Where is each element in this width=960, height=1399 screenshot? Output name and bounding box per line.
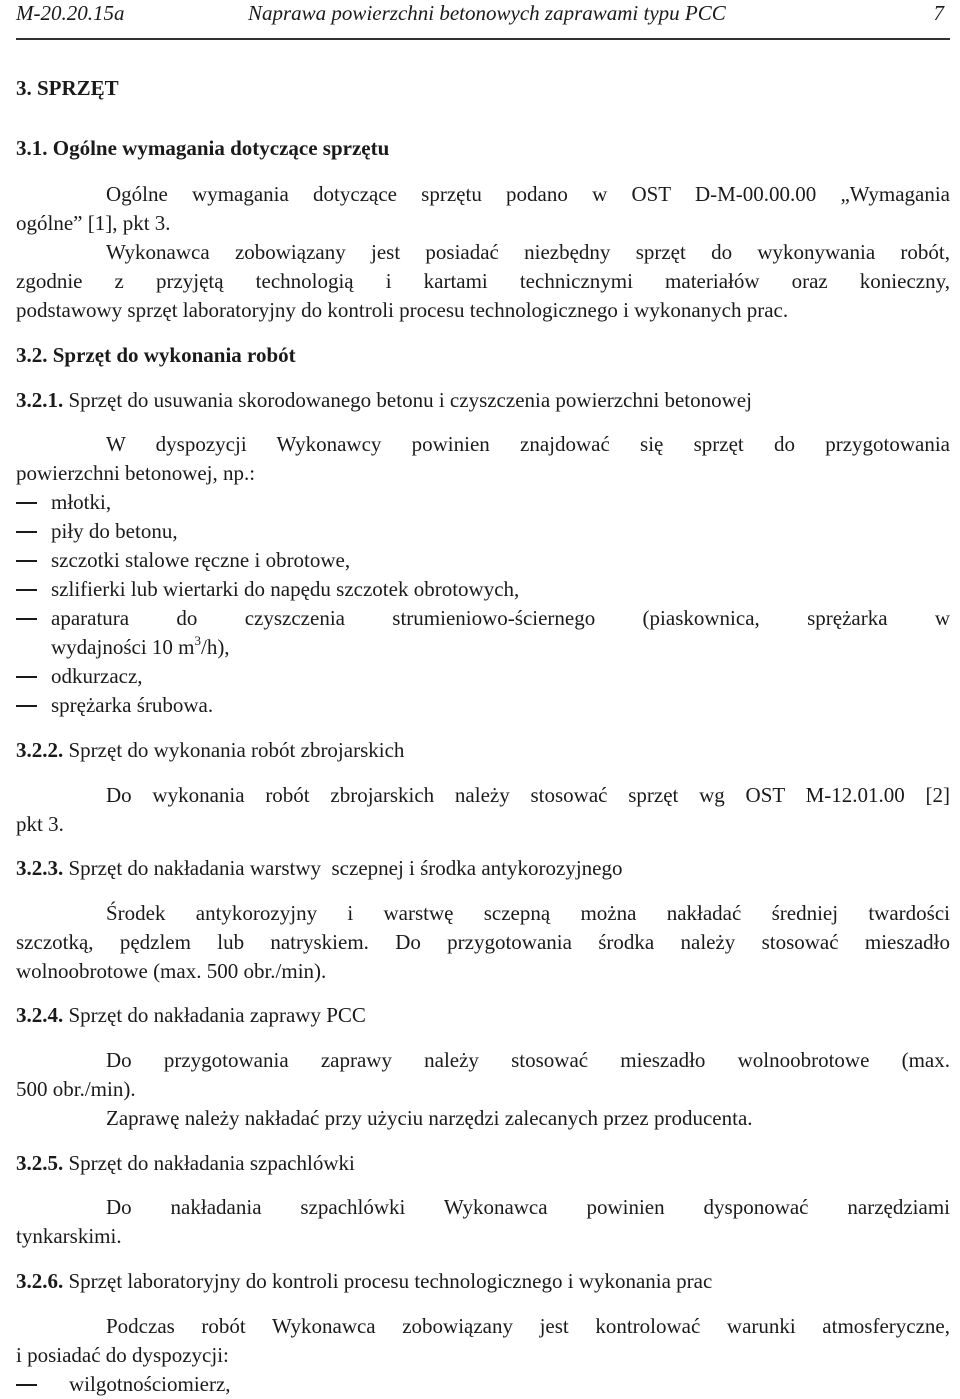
document-title: Naprawa powierzchni betonowych zaprawami typu PCC — [248, 1, 726, 25]
heading-number: 3.2.2. — [16, 738, 64, 762]
list-item — [16, 517, 950, 546]
superscript: 3 — [194, 633, 201, 648]
dash-bullet — [16, 589, 37, 591]
paragraph-line: i posiadać do dyspozycji: — [16, 1343, 229, 1367]
paragraph-anticorrosion — [16, 899, 950, 986]
list-item — [16, 662, 950, 691]
heading-number: 3.2.6. — [16, 1269, 64, 1293]
list-item — [16, 1370, 950, 1399]
list-item-text — [51, 633, 950, 662]
paragraph-line: wolnoobrotowe (max. 500 obr./min). — [16, 959, 327, 983]
paragraph-line: Środek antykorozyjny i warstwę sczepną można nakładać średniej twardości — [106, 901, 950, 925]
heading-number: 3.2.1. — [16, 388, 64, 412]
list-item — [16, 488, 950, 517]
dash-bullet — [16, 705, 37, 707]
subsection-heading-3-2-4 — [16, 1001, 366, 1030]
heading-title: Sprzęt do usuwania skorodowanego betonu i czyszczenia powierzchni betonowej — [68, 388, 752, 412]
list-item-text: szczotki stalowe ręczne i obrotowe, — [51, 548, 351, 572]
heading-number: 3.2.3. — [16, 856, 64, 880]
subsection-heading-3-2-5 — [16, 1149, 355, 1178]
paragraph-line: Podczas robót Wykonawca zobowiązany jest kontrolować warunki atmosferyczne, — [106, 1314, 950, 1338]
dash-bullet — [16, 502, 37, 504]
heading-title: Sprzęt do wykonania robót zbrojarskich — [68, 738, 405, 762]
paragraph-general-requirements — [16, 180, 950, 238]
paragraph-line: powierzchni betonowej, np.: — [16, 461, 256, 485]
dash-bullet — [16, 676, 37, 678]
list-item-text: młotki, — [51, 490, 112, 514]
document-page — [16, 0, 950, 1396]
text-part: /h), — [200, 635, 230, 659]
list-item-text: sprężarka śrubowa. — [51, 693, 214, 717]
list-item-text: szlifierki lub wiertarki do napędu szczotek obrotowych, — [51, 577, 520, 601]
list-item-text: piły do betonu, — [51, 519, 178, 543]
heading-title: Sprzęt laboratoryjny do kontroli procesu technologicznego i wykonania prac — [68, 1269, 713, 1293]
paragraph-line: Do nakładania szpachlówki Wykonawca powinien dysponować narzędziami — [106, 1195, 950, 1219]
heading-number: 3.2.5. — [16, 1151, 64, 1175]
paragraph-line: W dyspozycji Wykonawcy powinien znajdować się sprzęt do przygotowania — [106, 432, 950, 456]
paragraph-line: tynkarskimi. — [16, 1224, 122, 1248]
paragraph-line: ogólne” [1], pkt 3. — [16, 211, 171, 235]
dash-bullet — [16, 618, 37, 620]
subsection-heading-3-2-6 — [16, 1267, 712, 1296]
list-item — [16, 575, 950, 604]
section-heading: 3. SPRZĘT — [16, 76, 119, 100]
heading-title: Sprzęt do nakładania warstwy sczepnej i środka antykorozyjnego — [68, 856, 623, 880]
text-part: wydajności 10 m — [51, 635, 195, 659]
equipment-list — [16, 488, 950, 720]
heading-title: Sprzęt do nakładania zaprawy PCC — [68, 1003, 366, 1027]
document-code: M-20.20.15a — [16, 1, 125, 25]
subsection-heading-3-2: 3.2. Sprzęt do wykonania robót — [16, 343, 296, 367]
paragraph-line: pkt 3. — [16, 812, 64, 836]
subsection-heading-3-2-1 — [16, 386, 752, 415]
subsection-heading-3-2-2 — [16, 736, 404, 765]
paragraph-rebar-equipment — [16, 781, 950, 839]
list-item — [16, 691, 950, 720]
paragraph-line: 500 obr./min). — [16, 1077, 136, 1101]
dash-bullet — [16, 531, 37, 533]
list-item — [16, 546, 950, 575]
paragraph-cleaning-equipment — [16, 430, 950, 488]
dash-bullet — [16, 1384, 37, 1386]
dash-bullet — [16, 560, 37, 562]
paragraph-line: Do przygotowania zaprawy należy stosować mieszadło wolnoobrotowe (max. — [106, 1048, 950, 1072]
paragraph-line: Ogólne wymagania dotyczące sprzętu podano w OST D-M-00.00.00 „Wymagania — [106, 182, 950, 206]
paragraph-line: Zaprawę należy nakładać przy użyciu narzędzi zalecanych przez producenta. — [106, 1106, 753, 1130]
list-item-text: wilgotnościomierz, — [69, 1372, 231, 1396]
paragraph-laboratory — [16, 1312, 950, 1370]
paragraph-line: szczotką, pędzlem lub natryskiem. Do przygotowania środka należy stosować mieszadło — [16, 930, 950, 954]
paragraph-putty — [16, 1193, 950, 1251]
subsection-heading-3-1: 3.1. Ogólne wymagania dotyczące sprzętu — [16, 136, 390, 160]
paragraph-contractor-equipment — [16, 238, 950, 325]
paragraph-line: Wykonawca zobowiązany jest posiadać niezbędny sprzęt do wykonywania robót, — [106, 240, 950, 264]
list-item — [16, 604, 950, 662]
paragraph-line: podstawowy sprzęt laboratoryjny do kontroli procesu technologicznego i wykonanych prac. — [16, 298, 789, 322]
laboratory-list — [16, 1370, 950, 1399]
paragraph-line: zgodnie z przyjętą technologią i kartami technicznymi materiałów oraz konieczny, — [16, 269, 950, 293]
list-item-text: aparatura do czyszczenia strumieniowo-ściernego (piaskownica, sprężarka w — [51, 606, 950, 630]
paragraph-pcc-mortar — [16, 1046, 950, 1133]
page-header — [16, 0, 950, 40]
page-number: 7 — [933, 1, 944, 25]
subsection-heading-3-2-3 — [16, 854, 623, 883]
list-item-text: odkurzacz, — [51, 664, 143, 688]
heading-title: Sprzęt do nakładania szpachlówki — [68, 1151, 355, 1175]
heading-number: 3.2.4. — [16, 1003, 64, 1027]
paragraph-line: Do wykonania robót zbrojarskich należy stosować sprzęt wg OST M-12.01.00 [2] — [106, 783, 950, 807]
